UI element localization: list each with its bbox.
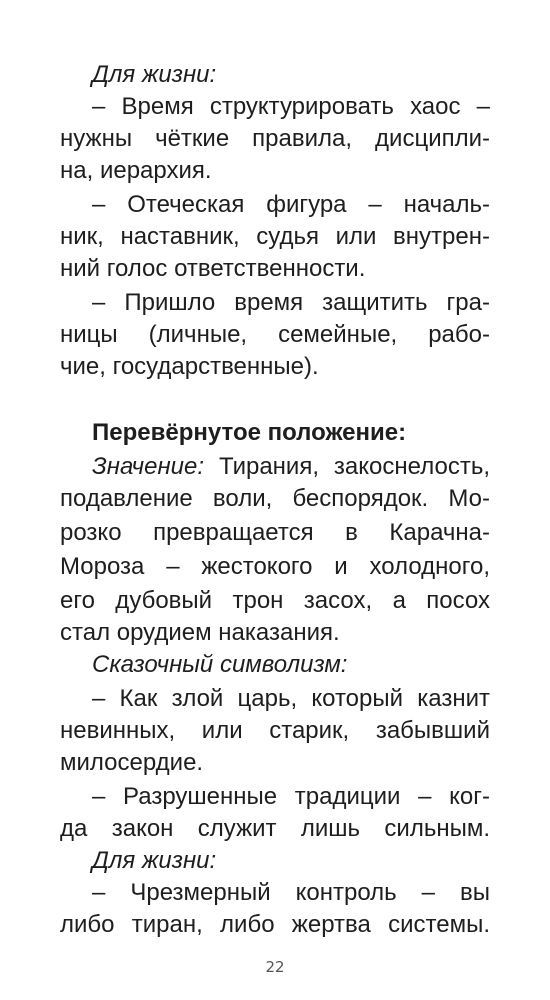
text-line: Мороза – жестокого и холодного, (60, 553, 490, 580)
text-line: чие, государственные). (60, 353, 319, 380)
section-heading-life: Для жизни: (92, 847, 217, 874)
text-line: нужны чёткие правила, дисципли- (60, 125, 490, 152)
text-line: либо тиран, либо жертва системы. (60, 911, 490, 938)
text-line: – Пришло время защитить гра- (92, 289, 490, 316)
text-line: на, иерархия. (60, 157, 212, 184)
text-line: его дубовый трон засох, а посох (60, 587, 490, 614)
section-heading-life: Для жизни: (92, 61, 217, 88)
page-number: 22 (265, 958, 285, 976)
text-line: милосердие. (60, 749, 204, 776)
text-line: розко превращается в Карачна- (60, 519, 490, 546)
section-heading-reversed: Перевёрнутое положение: (92, 419, 407, 446)
text-line: – Отеческая фигура – началь- (92, 191, 490, 218)
text-line: ний голос ответственности. (60, 255, 366, 282)
text-line: ницы (личные, семейные, рабо- (60, 321, 490, 348)
text-line: ник, наставник, судья или внутрен- (60, 223, 490, 250)
text-line: невинных, или старик, забывший (60, 717, 490, 744)
meaning-text: Тирания, закоснелость, (204, 453, 490, 480)
meaning-label: Значение: (92, 453, 205, 480)
text-line: стал орудием наказания. (60, 619, 340, 646)
text-line: – Разрушенные традиции – ког- (92, 783, 490, 810)
text-line: – Время структурировать хаос – (92, 93, 490, 120)
text-line: да закон служит лишь сильным. (60, 815, 490, 842)
meaning-line (92, 450, 490, 484)
section-heading-symbolism: Сказочный символизм: (92, 651, 348, 678)
text-line: подавление воли, беспорядок. Мо- (60, 485, 490, 512)
text-line: – Чрезмерный контроль – вы (92, 879, 490, 906)
text-line: – Как злой царь, который казнит (92, 685, 490, 712)
